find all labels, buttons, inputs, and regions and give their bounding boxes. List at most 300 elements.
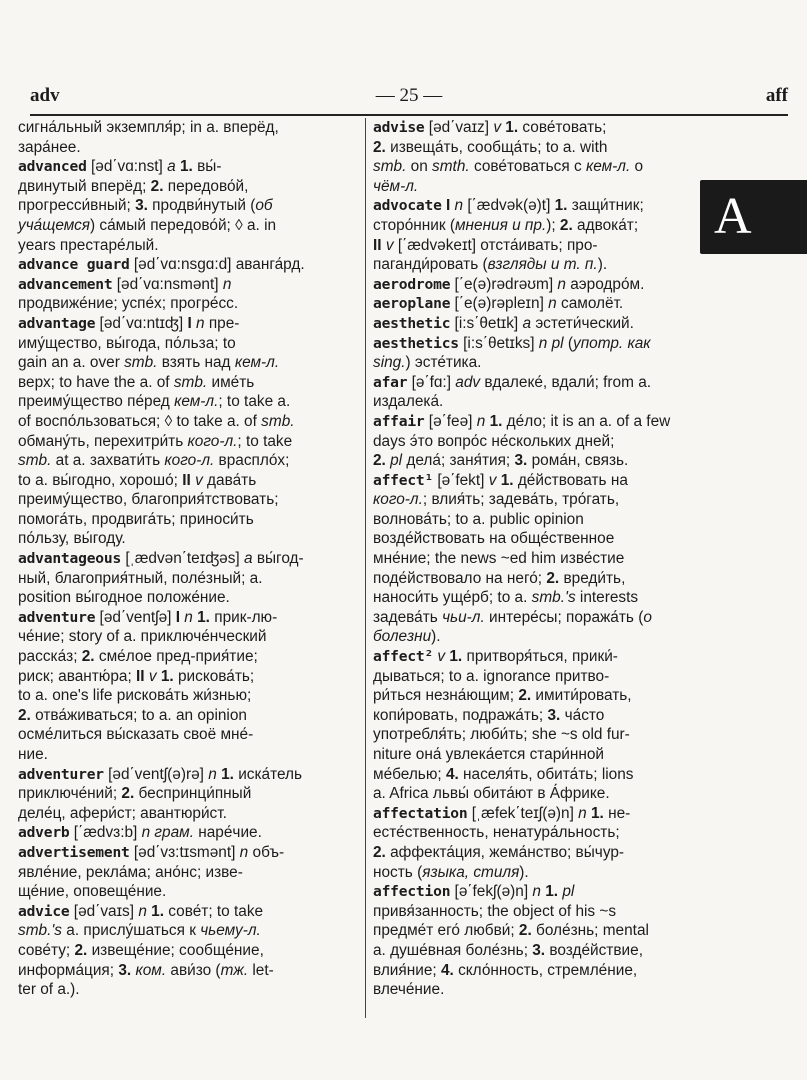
sense-marker: 1. <box>489 412 503 430</box>
sense-marker: 1. <box>179 158 193 176</box>
dictionary-line <box>373 392 693 412</box>
italic-label: v <box>437 648 446 666</box>
sense-marker: 2. <box>150 177 164 195</box>
entry-text: де́ло; it is an a. of a few <box>502 412 671 430</box>
entry-text: вреди́ть, <box>559 569 626 587</box>
entry-text: ный, благоприя́тный, поле́зный; a. <box>18 569 263 587</box>
entry-text: [əd΄ventʃ(ə)rə] <box>103 765 209 783</box>
italic-label: pl <box>390 452 403 470</box>
sense-marker: 1. <box>221 765 234 783</box>
entry-text: вдалеке́, вдали́; from a. <box>480 373 652 391</box>
dictionary-line <box>18 882 354 902</box>
entry-text: наре́чие. <box>193 824 262 842</box>
entry-text: адвока́т; <box>572 216 639 234</box>
entry-text: копи́ровать, подража́ть; <box>373 706 548 724</box>
dictionary-line <box>373 647 693 667</box>
italic-label: smb. <box>18 452 52 470</box>
entry-text: беспринци́пный <box>134 785 252 803</box>
italic-label: n <box>578 804 587 822</box>
dictionary-line <box>18 157 354 177</box>
dictionary-line <box>373 490 693 510</box>
sense-marker: I <box>175 608 180 626</box>
italic-label: n <box>208 765 217 783</box>
dictionary-line <box>373 843 693 863</box>
italic-label: взгляды и т. п. <box>487 256 598 274</box>
dictionary-line <box>18 471 354 491</box>
entry-text: ще́ние, оповеще́ние. <box>18 883 167 901</box>
dictionary-line <box>18 725 354 745</box>
entry-text: извеще́ние; сообще́ние, <box>87 941 264 959</box>
dictionary-line <box>18 902 354 922</box>
dictionary-line <box>373 353 693 373</box>
entry-text: осме́литься вы́сказать своё мне́- <box>18 726 254 744</box>
entry-text: ) эсте́тика. <box>405 354 482 372</box>
dictionary-line <box>18 412 354 432</box>
left-column <box>18 118 354 1000</box>
entry-text: on <box>406 158 433 176</box>
entry-text: имити́ровать, <box>531 687 632 705</box>
entry-text: [əd΄ventʃə] <box>95 608 176 626</box>
sense-marker: 1. <box>545 883 559 901</box>
entry-text: защи́тник; <box>567 197 644 215</box>
dictionary-line <box>18 510 354 530</box>
dictionary-line <box>373 961 693 981</box>
page-number: — 25 — <box>375 85 443 106</box>
italic-label: кого-л. <box>164 452 215 470</box>
entry-text: [ə΄feə] <box>424 412 477 430</box>
italic-label: ком. <box>135 961 167 979</box>
dictionary-line <box>373 412 693 432</box>
entry-text: days э́то вопро́с не́скольких дней; <box>373 432 615 450</box>
entry-text: наноси́ть уще́рб; to a. <box>373 589 532 607</box>
headword: affectation <box>373 804 468 822</box>
dictionary-line <box>373 196 693 216</box>
entry-text: [ə΄fekt] <box>433 471 489 489</box>
entry-text: аэродро́м. <box>565 275 645 293</box>
dictionary-line <box>18 196 354 216</box>
entry-text: извеща́ть, сообща́ть; to a. with <box>385 138 608 156</box>
entry-text: дываться; to a. ignorance притво- <box>373 667 610 685</box>
entry-text: поде́йствовало на него́; <box>373 569 547 587</box>
italic-label: smb. <box>261 412 295 430</box>
entry-text: [ˌæfek΄teɪʃ(ə)n] <box>467 804 579 822</box>
italic-label: sing. <box>373 354 406 372</box>
sense-marker: 3. <box>135 197 148 215</box>
dictionary-line <box>373 510 693 530</box>
entry-text: gain an a. over <box>18 354 125 372</box>
headword: adventurer <box>18 765 104 783</box>
right-column <box>373 118 693 1000</box>
entry-text: иму́щество, вы́года, по́льза; to <box>18 334 236 352</box>
dictionary-line <box>373 863 693 883</box>
dictionary-line <box>18 706 354 726</box>
headword: aesthetics <box>373 334 459 352</box>
entry-text: явле́ние, рекла́ма; ано́нс; изве- <box>18 863 243 881</box>
entry-text: ние. <box>18 746 48 763</box>
entry-text: [i:s΄θetɪk] <box>450 314 523 332</box>
headword: adverb <box>18 824 70 842</box>
sense-marker: 1. <box>505 119 519 136</box>
entry-text: ность ( <box>373 863 423 881</box>
dictionary-line <box>18 588 354 608</box>
entry-text: волнова́ть; to a. public opinion <box>373 510 584 528</box>
dictionary-line <box>18 236 354 256</box>
dictionary-line <box>373 667 693 687</box>
dictionary-line <box>18 608 354 628</box>
dictionary-line <box>18 177 354 197</box>
entry-text: двинутый вперёд; <box>18 177 151 195</box>
dictionary-line <box>373 941 693 961</box>
sense-marker: 4. <box>445 765 459 783</box>
italic-label: тж. <box>220 961 249 979</box>
dictionary-line <box>18 686 354 706</box>
italic-label: a <box>243 550 253 568</box>
entry-text: дела́; заня́тия; <box>402 452 515 470</box>
sense-marker: II <box>182 471 191 489</box>
entry-text: притворя́ться, прики́- <box>462 648 618 666</box>
italic-label: n pl <box>538 334 564 352</box>
entry-text: обману́ть, перехитри́ть <box>18 432 188 450</box>
dictionary-line <box>373 294 693 314</box>
entry-text: расска́з; <box>18 648 82 666</box>
entry-text: сове́товаться с <box>469 158 586 176</box>
headword: affection <box>373 883 451 901</box>
headword: advantage <box>18 314 96 332</box>
entry-text: есте́ственность, ненатура́льность; <box>373 824 620 842</box>
entry-text: аффекта́ция, жема́нство; вы́чур- <box>385 843 625 861</box>
italic-label: кого-л. <box>373 491 423 509</box>
entry-text: предме́т его́ любви́; <box>373 922 519 940</box>
italic-label: n <box>239 843 249 861</box>
italic-label: чьему-л. <box>200 922 261 940</box>
entry-text: ри́ться незна́ющим; <box>373 687 519 705</box>
italic-label: adv <box>455 373 481 391</box>
entry-text: ) са́мый передово́й; ◊ a. in <box>90 216 277 234</box>
entry-text: ); <box>546 216 560 234</box>
dictionary-line <box>18 647 354 667</box>
dictionary-line <box>373 765 693 785</box>
dictionary-line <box>18 569 354 589</box>
dictionary-line <box>18 961 354 981</box>
sense-marker: 2. <box>518 687 532 705</box>
dictionary-line <box>18 549 354 569</box>
entry-text: niture она́ увлека́ется стари́нной <box>373 746 605 763</box>
entry-text: приключе́ний; <box>18 785 122 803</box>
sense-marker: II <box>136 667 145 685</box>
dictionary-line <box>373 686 693 706</box>
entry-text: интере́сы; поража́ть ( <box>484 608 644 626</box>
italic-label: a <box>522 314 532 332</box>
headword: advise <box>373 119 425 136</box>
headword: affect¹ <box>373 471 434 489</box>
entry-text: to a. one's life рискова́ть жи́знью; <box>18 687 252 705</box>
dictionary-line <box>18 373 354 393</box>
dictionary-line <box>18 784 354 804</box>
entry-text: информа́ция; <box>18 961 119 979</box>
dictionary-line <box>373 902 693 922</box>
dictionary-line <box>18 843 354 863</box>
dictionary-line <box>373 314 693 334</box>
entry-text: [΄e(ə)rədrəʊm] <box>450 275 558 293</box>
sense-marker: 3. <box>547 706 561 724</box>
entry-text: дава́ть <box>202 471 257 489</box>
entry-text: задева́ть <box>373 608 443 626</box>
entry-text: сме́лое пред-прия́тие; <box>94 648 258 666</box>
entry-text: ; to take a. <box>218 393 291 411</box>
italic-label: smb. <box>173 373 208 391</box>
dictionary-line <box>18 138 354 158</box>
dictionary-line <box>18 667 354 687</box>
dictionary-line <box>18 255 354 275</box>
italic-label: v <box>148 667 157 685</box>
header-rule <box>30 114 788 116</box>
italic-label: pl <box>562 883 575 901</box>
sense-marker: 2. <box>74 941 88 959</box>
dictionary-line <box>373 627 693 647</box>
sense-marker: 1. <box>500 471 514 489</box>
sense-marker: 2. <box>121 785 135 803</box>
dictionary-line <box>373 608 693 628</box>
entry-text: вы́- <box>192 158 222 176</box>
entry-text: [əd΄vɑ:nst] <box>86 158 168 176</box>
dictionary-line <box>373 529 693 549</box>
headword: advancement <box>18 275 113 293</box>
dictionary-line <box>373 138 693 158</box>
entry-text: помога́ть, продвига́ть; приноси́ть <box>18 510 254 528</box>
sense-marker: 2. <box>373 843 386 861</box>
dictionary-line <box>373 706 693 726</box>
dictionary-line <box>18 745 354 765</box>
entry-text: [΄ædvɜ:b] <box>69 824 142 842</box>
headword: affect² <box>373 648 434 666</box>
sense-marker: 2. <box>518 922 532 940</box>
entry-text: привя́занность; the object of his ~s <box>373 902 617 920</box>
dictionary-line <box>18 529 354 549</box>
italic-label: n <box>532 883 541 901</box>
entry-text: де́йствовать на <box>513 471 628 489</box>
sense-marker: 1. <box>197 608 210 626</box>
dictionary-line <box>373 745 693 765</box>
italic-label: n <box>138 902 147 920</box>
italic-label: болезни <box>373 628 432 646</box>
entry-text: боле́знь; mental <box>531 922 649 940</box>
dictionary-line <box>18 863 354 883</box>
dictionary-line <box>373 451 693 471</box>
dictionary-line <box>18 980 354 1000</box>
headword: advocate <box>373 197 442 215</box>
entry-text: [əd΄vɑ:ntɪʤ] <box>95 314 188 332</box>
sense-marker: 2. <box>373 138 386 156</box>
sense-marker: 2. <box>18 706 31 724</box>
headword: aerodrome <box>373 275 451 293</box>
entry-text: сове́ту; <box>18 941 75 959</box>
entry-text: [i:s΄θetɪks] <box>458 334 539 352</box>
dictionary-line <box>18 275 354 295</box>
entry-text: скло́нность, стремле́ние, <box>453 961 638 979</box>
entry-text: врасплóх; <box>214 452 290 470</box>
italic-label: кем-л. <box>234 354 280 372</box>
dictionary-line <box>373 784 693 804</box>
entry-text: ча́сто <box>560 706 605 724</box>
entry-text: пре- <box>204 314 240 332</box>
entry-text: a. душе́вная боле́знь; <box>373 941 533 959</box>
entry-text: эстети́ческий. <box>531 314 634 332</box>
italic-label: употр. как <box>573 334 651 352</box>
entry-text: [΄ædvək(ə)t] <box>463 197 555 215</box>
sense-marker: 2. <box>373 452 386 470</box>
dictionary-line <box>18 921 354 941</box>
sense-marker: 1. <box>449 648 463 666</box>
entry-text: [΄e(ə)rəpleɪn] <box>450 295 549 313</box>
italic-label: n <box>454 197 464 215</box>
sense-marker: 1. <box>554 197 568 215</box>
dictionary-line <box>18 334 354 354</box>
headword: aeroplane <box>373 295 451 313</box>
italic-label: smth. <box>432 158 470 176</box>
headword: affair <box>373 412 425 430</box>
italic-label: v <box>493 119 502 136</box>
dictionary-line <box>373 275 693 295</box>
italic-label: smb.'s <box>531 589 576 607</box>
entry-text: a. Africa львы́ обита́ют в А́фрике. <box>373 785 610 803</box>
entry-text: ме́белью; <box>373 765 446 783</box>
entry-text: прик-лю- <box>209 608 278 626</box>
sense-marker: 3. <box>118 961 132 979</box>
dictionary-line <box>373 236 693 256</box>
entry-text: years престаре́лый. <box>18 236 159 254</box>
entry-text: [΄ædvəkeɪt] отста́ивать; про- <box>393 236 598 254</box>
sense-marker: 2. <box>546 569 560 587</box>
entry-text: вы́год- <box>252 550 304 568</box>
dictionary-line <box>373 432 693 452</box>
right-guide-word: aff <box>765 85 788 106</box>
column-divider <box>365 118 366 1018</box>
entry-text: мне́ние; the news ~ed him изве́стие <box>373 550 625 568</box>
sense-marker: 3. <box>532 941 546 959</box>
dictionary-line <box>373 471 693 491</box>
dictionary-line <box>18 392 354 412</box>
dictionary-line <box>18 451 354 471</box>
entry-text: употребля́ть; люби́ть; she ~s old fur- <box>373 726 630 744</box>
italic-label: n <box>196 314 205 332</box>
dictionary-line <box>373 373 693 393</box>
headword: advertisement <box>18 843 130 861</box>
entry-text: издалека́. <box>373 393 444 411</box>
entry-text: риск; авантю́ра; <box>18 667 137 685</box>
entry-text: продвиже́ние; успе́х; прогре́сс. <box>18 295 239 313</box>
headword: afar <box>373 373 408 391</box>
entry-text: [əd΄vaɪs] <box>69 902 139 920</box>
entry-text: ави́зо ( <box>166 961 221 979</box>
entry-text: let- <box>248 961 274 979</box>
sense-marker: 1. <box>151 902 164 920</box>
italic-label: о <box>643 608 652 626</box>
entry-text: не- <box>603 804 631 822</box>
entry-text: [əd΄vaɪz] <box>424 119 494 136</box>
entry-text: возде́йствовать на обще́ственное <box>373 530 615 548</box>
entry-text: рискова́ть; <box>173 667 255 685</box>
sense-marker: I <box>445 197 451 215</box>
italic-label: n <box>184 608 193 626</box>
italic-label: smb. <box>373 158 407 176</box>
dictionary-line <box>18 353 354 373</box>
entry-text: преиму́щество, благоприя́тствовать; <box>18 491 279 509</box>
entry-text: сове́товать; <box>518 119 607 136</box>
entry-text: взять над <box>157 354 235 372</box>
entry-text: отва́живаться; to a. an opinion <box>30 706 247 724</box>
entry-text: объ- <box>248 843 285 861</box>
headword: advanced <box>18 158 87 176</box>
italic-label: чём-л. <box>373 177 419 195</box>
entry-text: сторо́нник ( <box>373 216 455 234</box>
sense-marker: 2. <box>559 216 573 234</box>
entry-text: иска́тель <box>233 765 303 783</box>
dictionary-line <box>18 804 354 824</box>
entry-text: име́ть <box>207 373 255 391</box>
page-header <box>30 84 788 108</box>
italic-label: v <box>488 471 497 489</box>
dictionary-line <box>18 118 354 138</box>
dictionary-line <box>373 216 693 236</box>
dictionary-line <box>373 921 693 941</box>
dictionary-line <box>18 941 354 961</box>
sense-marker: I <box>187 314 192 332</box>
entry-text: возде́йствие, <box>545 941 643 959</box>
entry-text: сигна́льный экземпля́р; in a. вперёд, <box>18 119 279 136</box>
dictionary-line <box>18 432 354 452</box>
dictionary-line <box>373 118 693 138</box>
headword: aesthetic <box>373 314 451 332</box>
italic-label: v <box>385 236 394 254</box>
entry-text: влече́ние. <box>373 981 445 999</box>
sense-marker: II <box>373 236 382 254</box>
entry-text: по́льзу, вы́году. <box>18 530 126 548</box>
entry-text: ). <box>597 256 608 274</box>
entry-text: рома́н, связь. <box>527 452 629 470</box>
entry-text: [əd΄vɑ:nsmənt] <box>112 275 223 293</box>
entry-text: ). <box>519 863 529 881</box>
italic-label: кем-л. <box>174 393 219 411</box>
italic-label: уча́щемся <box>18 216 91 234</box>
dictionary-line <box>373 804 693 824</box>
entry-text: to a. вы́годно, хорошо́; <box>18 471 183 489</box>
entry-text: ; to take <box>237 432 293 450</box>
entry-text: паганди́ровать ( <box>373 256 488 274</box>
italic-label: кем-л. <box>585 158 631 176</box>
dictionary-line <box>373 588 693 608</box>
italic-label: об <box>255 197 273 215</box>
entry-text: че́ние; story of a. приключе́нческий <box>18 628 267 646</box>
italic-label: кого-л. <box>187 432 238 450</box>
entry-text: at a. захвати́ть <box>51 452 165 470</box>
italic-label: v <box>195 471 203 489</box>
entry-text: ter of a.). <box>18 981 80 999</box>
entry-text: верх; to have the a. of <box>18 373 174 391</box>
dictionary-line <box>373 569 693 589</box>
dictionary-line <box>373 549 693 569</box>
sense-marker: 1. <box>590 804 604 822</box>
entry-text: interests <box>575 589 639 607</box>
entry-text: [əd΄vɑ:nsgɑ:d] аванга́рд. <box>129 256 305 274</box>
italic-label: n <box>557 275 566 293</box>
dictionary-line <box>373 334 693 354</box>
entry-text: [əd΄vɜ:tɪsmənt] <box>129 843 240 861</box>
italic-label: мнения и пр. <box>454 216 547 234</box>
thumb-index-tab <box>700 180 807 254</box>
dictionary-line <box>373 255 693 275</box>
entry-text: преиму́щество пе́ред <box>18 393 175 411</box>
entry-text: of воспо́льзоваться; ◊ to take a. of <box>18 412 262 430</box>
